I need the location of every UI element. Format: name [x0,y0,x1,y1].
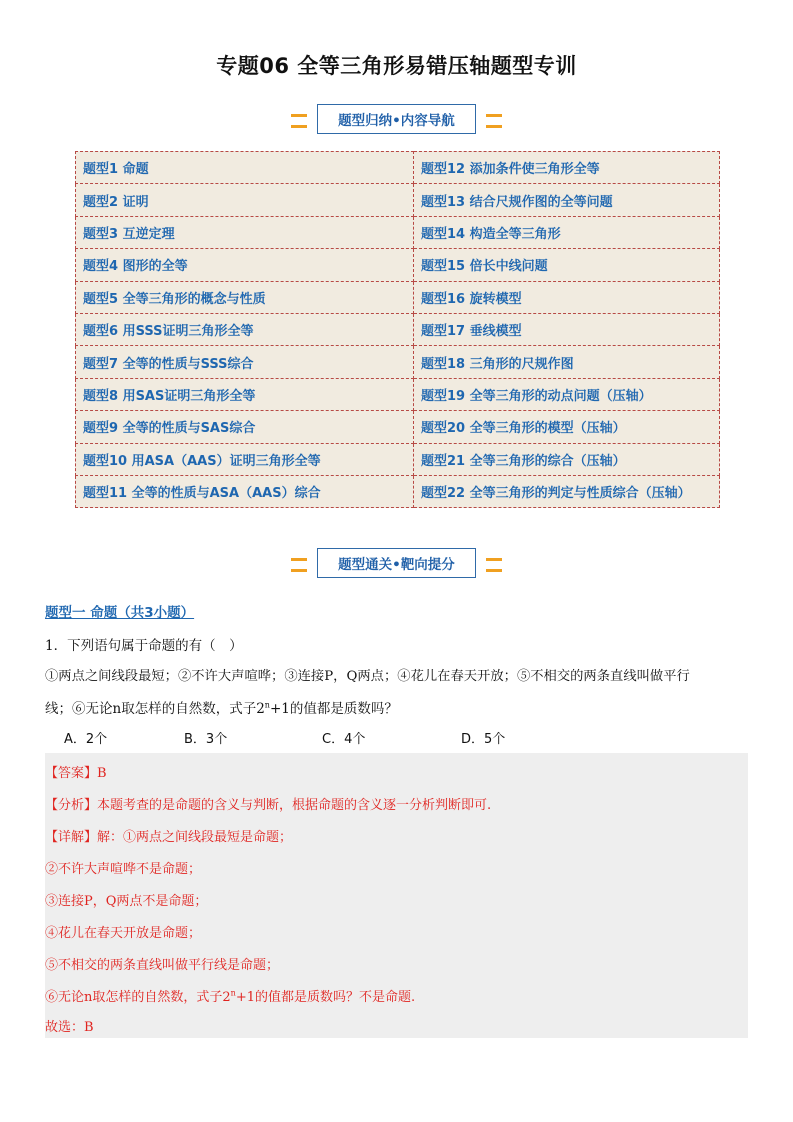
nav-item[interactable]: 题型16 旋转模型 [414,281,720,313]
question-stem: 1．下列语句属于命题的有（ ） [45,638,243,654]
question-text: 线；⑥无论n取怎样的自然数，式子2 [45,701,265,717]
nav-item[interactable]: 题型8 用SAS证明三角形全等 [76,378,414,410]
answer-box [45,753,748,1038]
detail-text: ⑥无论n取怎样的自然数，式子2 [45,990,231,1005]
nav-item[interactable]: 题型4 图形的全等 [76,249,414,281]
nav-item[interactable]: 题型20 全等三角形的模型（压轴） [414,411,720,443]
nav-item[interactable]: 题型19 全等三角形的动点问题（压轴） [414,378,720,410]
nav-item[interactable]: 题型3 互逆定理 [76,216,414,248]
nav-item[interactable]: 题型18 三角形的尺规作图 [414,346,720,378]
nav-banner-label: 题型归纳•内容导航 [338,113,455,129]
nav-item[interactable]: 题型14 构造全等三角形 [414,216,720,248]
detail-line: ④花儿在春天开放是命题； [45,926,202,941]
nav-item[interactable]: 题型6 用SSS证明三角形全等 [76,313,414,345]
page-title: 专题06 全等三角形易错压轴题型专训 [216,54,577,78]
detail-line: ⑤不相交的两条直线叫做平行线是命题； [45,958,280,973]
nav-item[interactable]: 题型7 全等的性质与SSS综合 [76,346,414,378]
choice-line: 故选：B [45,1020,94,1035]
banner-deco-icon [486,114,502,128]
nav-table [75,151,720,508]
nav-item[interactable]: 题型12 添加条件使三角形全等 [414,152,720,184]
option-a[interactable]: A．2个 [64,732,108,747]
question-line [45,697,750,717]
nav-item[interactable]: 题型10 用ASA（AAS）证明三角形全等 [76,443,414,475]
option-c[interactable]: C．4个 [322,732,366,747]
nav-item[interactable]: 题型22 全等三角形的判定与性质综合（压轴） [414,475,720,507]
nav-item[interactable]: 题型9 全等的性质与SAS综合 [76,411,414,443]
nav-item[interactable]: 题型5 全等三角形的概念与性质 [76,281,414,313]
nav-item[interactable]: 题型15 倍长中线问题 [414,249,720,281]
section-heading[interactable]: 题型一 命题（共3小题） [45,605,195,621]
exponent: n [230,988,236,998]
nav-item[interactable]: 题型13 结合尺规作图的全等问题 [414,184,720,216]
question-line: ①两点之间线段最短；②不许大声喧哗；③连接P，Q两点；④花儿在春天开放；⑤不相交的两条直线叫做平行 [45,669,690,684]
answer-line: 【答案】B [45,766,107,781]
option-b[interactable]: B．3个 [184,732,228,747]
nav-item[interactable]: 题型1 命题 [76,152,414,184]
nav-item[interactable]: 题型17 垂线模型 [414,313,720,345]
nav-item[interactable]: 题型21 全等三角形的综合（压轴） [414,443,720,475]
detail-text: +1的值都是质数吗？不是命题. [235,990,416,1005]
banner-deco-icon [486,558,502,572]
analysis-line: 【分析】本题考查的是命题的含义与判断，根据命题的含义逐一分析判断即可. [45,798,492,813]
detail-line: ③连接P，Q两点不是命题； [45,894,208,909]
exponent: n [264,700,270,710]
nav-item[interactable]: 题型2 证明 [76,184,414,216]
nav-item[interactable]: 题型11 全等的性质与ASA（AAS）综合 [76,475,414,507]
option-d[interactable]: D．5个 [461,732,506,747]
section-banner-label: 题型通关•靶向提分 [338,557,455,573]
nav-banner [0,104,793,134]
banner-deco-icon [291,114,307,128]
detail-line: ②不许大声喧哗不是命题； [45,862,202,877]
detail-line: 【详解】解：①两点之间线段最短是命题； [45,830,293,845]
section-banner [0,548,793,578]
banner-deco-icon [291,558,307,572]
detail-line [45,986,415,1005]
question-text: +1的值都是质数吗？ [269,701,398,717]
